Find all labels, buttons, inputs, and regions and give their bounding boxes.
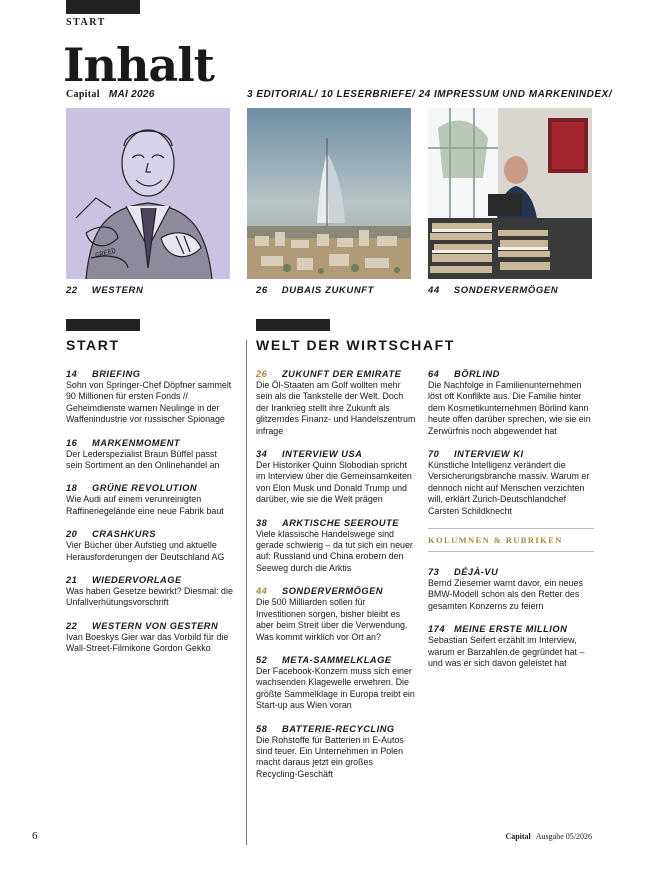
caption-text: WESTERN xyxy=(91,285,144,296)
toc-heading: CRASHKURS xyxy=(92,529,156,540)
caption-sondervermoegen xyxy=(428,285,558,296)
toc-heading: INTERVIEW USA xyxy=(282,449,363,460)
toc-teaser: Was haben Gesetze bewirkt? Diesmal: die Unfallverhütungsvorschrift xyxy=(66,586,233,608)
toc-entry[interactable] xyxy=(428,623,594,669)
toc-page-number: 52 xyxy=(256,654,268,665)
toc-entry[interactable] xyxy=(66,368,234,426)
caption-number: 44 xyxy=(428,285,440,296)
toc-heading: SONDERVERMÖGEN xyxy=(282,586,384,597)
toc-entry[interactable] xyxy=(428,448,594,517)
toc-teaser: Bernd Ziesemer warnt davor, ein neues BMW-Modell schon als den Retter des gesamten Konzerns zu feiern xyxy=(428,578,583,611)
footer-credit xyxy=(505,832,592,841)
toc-page-number: 14 xyxy=(66,369,78,379)
toc-entry[interactable] xyxy=(256,654,416,712)
toc-heading: BATTERIE-RECYCLING xyxy=(282,723,395,734)
toc-page-number: 44 xyxy=(256,586,268,597)
toc-entry[interactable] xyxy=(256,368,416,437)
toc-page-number: 73 xyxy=(428,567,440,578)
toc-teaser: Ivan Boeskys Gier war das Vorbild für die Wall-Street-Filmikone Gordon Gekko xyxy=(66,631,229,654)
toc-entry[interactable] xyxy=(66,528,234,563)
toc-heading: ARKTISCHE SEEROUTE xyxy=(282,517,399,528)
caption-number: 26 xyxy=(256,285,268,296)
toc-page-number: 34 xyxy=(256,449,268,460)
page-title: Inhalt xyxy=(63,38,214,92)
western-illustration[interactable] xyxy=(66,108,230,279)
toc-heading: BRIEFING xyxy=(92,369,141,379)
section-heading-welt: WELT DER WIRTSCHAFT xyxy=(256,337,455,353)
caption-text: SONDERVERMÖGEN xyxy=(453,285,559,296)
top-bar xyxy=(66,0,140,14)
toc-heading: GRÜNE REVOLUTION xyxy=(92,483,198,494)
toc-heading: MARKENMOMENT xyxy=(92,437,181,448)
toc-teaser: Die Rohstoffe für Batterien in E-Autos sind teuer. Ein Unternehmen in Polen macht daraus jetzt ein großes Recycling-Geschäft xyxy=(256,734,404,779)
toc-teaser: Die Öl-Staaten am Golf wollten mehr sein als die Tankstelle der Welt. Doch der Irankrieg stellt ihre Zukunft als glitzerndes Finanz- und Handelszentrum infrage xyxy=(256,380,416,436)
toc-column-welt xyxy=(256,368,416,791)
toc-entry[interactable] xyxy=(66,482,234,517)
section-kicker: START xyxy=(66,17,106,28)
toc-page-number: 38 xyxy=(256,517,268,528)
toc-teaser: Die Nachfolge in Familienunternehmen löst oft Konflikte aus. Die Familie hinter dem Kosmetikunternehmen Börlind kann heute offen darüber sprechen, wie sie ein Zerwürfnis noch abgewendet hat xyxy=(428,380,591,436)
toc-teaser: Künstliche Intelligenz verändert die Versicherungsbranche massiv. Warum er dennoch nicht auf Menschen verzichten will, erklärt Zurich-Deutschlandchef Carsten Schildknecht xyxy=(428,460,590,516)
caption-western xyxy=(66,285,143,296)
toc-entry[interactable] xyxy=(256,585,416,643)
toc-teaser: Der Historiker Quinn Slobodian spricht im Interview über die Gemeinsamkeiten von Elon Musk und Donald Trump und darüber, wie sie die Welt prägen xyxy=(256,460,412,505)
toc-teaser: Vier Bücher über Aufstieg und aktuelle Herausforderungen der Deutschland AG xyxy=(66,540,225,562)
toc-page-number: 64 xyxy=(428,369,440,379)
footer-issue: Ausgabe 05/2026 xyxy=(535,832,592,841)
page-number: 6 xyxy=(32,830,38,842)
brand-label: Capital xyxy=(66,89,100,100)
toc-heading: MEINE ERSTE MILLION xyxy=(454,624,568,635)
office-photo[interactable] xyxy=(428,108,592,279)
toc-page-number: 174 xyxy=(428,624,446,635)
toc-entry[interactable] xyxy=(256,448,416,506)
toc-page-number: 21 xyxy=(66,575,78,586)
dubai-photo[interactable] xyxy=(247,108,411,279)
toc-heading: BÖRLIND xyxy=(454,369,500,379)
toc-heading: INTERVIEW KI xyxy=(454,449,524,460)
toc-page-number: 22 xyxy=(66,620,78,631)
toc-teaser: Sebastian Seifert erzählt im Interview, warum er Barzahlen.de gegründet hat – und was er sich davon geleistet hat xyxy=(428,635,585,669)
toc-teaser: Wie Audi auf einem verunreinigten Raffineriegelände eine neue Fabrik baut xyxy=(66,494,224,516)
footer-brand: Capital xyxy=(505,832,531,841)
caption-dubai xyxy=(256,285,374,296)
caption-text: DUBAIS ZUKUNFT xyxy=(281,285,375,296)
toc-page-number: 26 xyxy=(256,369,268,379)
toc-page-number: 70 xyxy=(428,449,440,460)
toc-heading: ZUKUNFT DER EMIRATE xyxy=(282,369,402,379)
toc-page-number: 18 xyxy=(66,483,78,494)
toc-page-number: 58 xyxy=(256,723,268,734)
section-heading-start: START xyxy=(66,337,120,353)
toc-column-start xyxy=(66,368,234,666)
toc-entry[interactable] xyxy=(66,437,234,472)
toc-entry[interactable] xyxy=(256,517,416,575)
section-heading-rubriken: KOLUMNEN & RUBRIKEN xyxy=(428,528,594,552)
toc-heading: WESTERN VON GESTERN xyxy=(92,620,219,631)
toc-teaser: Der Facebook-Konzern muss sich einer wachsenden Klagewelle erwehren. Die größte Sammelklage in Europa treibt ein Start-up aus Wien voran xyxy=(256,665,415,711)
toc-entry[interactable] xyxy=(256,723,416,781)
toc-entry[interactable] xyxy=(428,566,594,612)
toc-entry[interactable] xyxy=(66,620,234,655)
column-divider xyxy=(246,340,247,845)
top-references[interactable]: 3 EDITORIAL/ 10 LESERBRIEFE/ 24 IMPRESSUM UND MARKENINDEX/ xyxy=(247,89,612,100)
toc-teaser: Sohn von Springer-Chef Döpfner sammelt 90 Millionen für ersten Fonds // Geheimdienste warnen Neulinge in der Waffenindustrie vor russischer Spionage xyxy=(66,380,232,425)
svg-text:GREED: GREED xyxy=(94,246,117,260)
toc-column-right xyxy=(428,368,594,681)
toc-teaser: Viele klassische Handelswege sind gerade schwierig – da tut sich ein neuer auf: Russland und China erobern den Seeweg durch die Arktis xyxy=(256,528,413,573)
toc-entry[interactable] xyxy=(66,574,234,609)
toc-entry[interactable] xyxy=(428,368,594,437)
issue-date: MAI 2026 xyxy=(108,89,155,100)
toc-teaser: Der Lederspezialist Braun Büffel passt sein Sortiment an den Onlinehandel an xyxy=(66,448,220,471)
toc-heading: DÉJÀ-VU xyxy=(454,567,499,578)
toc-heading: WIEDERVORLAGE xyxy=(92,575,182,586)
section-bar-start xyxy=(66,319,140,331)
section-bar-welt xyxy=(256,319,330,331)
caption-number: 22 xyxy=(66,285,78,296)
issue-line xyxy=(66,89,155,100)
toc-page-number: 20 xyxy=(66,529,78,540)
toc-teaser: Die 500 Milliarden sollen für Investitionen sorgen, bisher bleibt es aber beim Streit über die Verwendung. Was kommt wirklich vor Ort an? xyxy=(256,597,408,642)
toc-heading: META-SAMMELKLAGE xyxy=(282,654,392,665)
toc-page-number: 16 xyxy=(66,437,78,448)
